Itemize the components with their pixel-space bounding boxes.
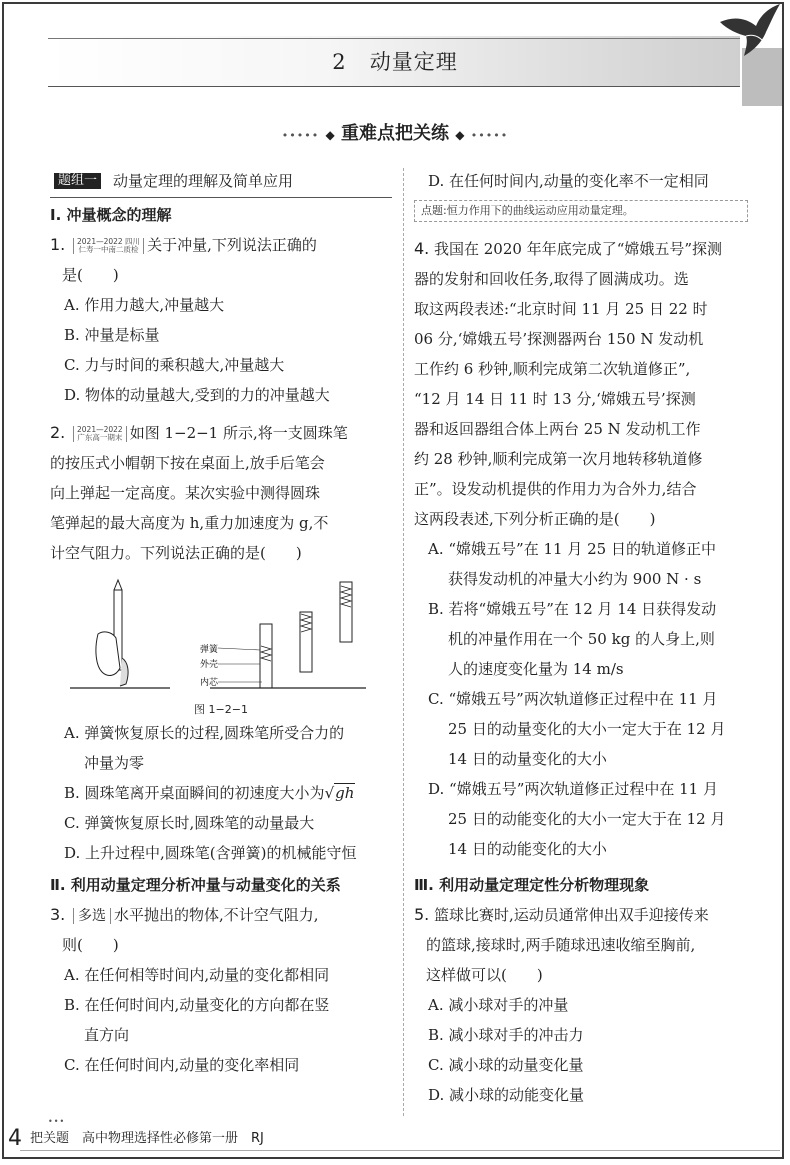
source-tag: 2021—2022 广东高一期末 (73, 426, 127, 442)
option-d: D. 上升过程中,圆珠笔(含弹簧)的机械能守恒 (64, 844, 357, 862)
chapter-title (0, 46, 790, 76)
diamond-icon: ◆ (325, 128, 335, 142)
option-c: C. 减小球的动量变化量 (428, 1056, 584, 1074)
question-3 (50, 900, 392, 1080)
option-b-cont: 机的冲量作用在一个 50 kg 的人身上,则 (448, 630, 715, 648)
subsection-2-title: Ⅱ. 利用动量定理分析冲量与动量变化的关系 (50, 876, 341, 894)
question-stem: 如图 1−2−1 所示,将一支圆珠笔 (129, 424, 348, 442)
question-stem: 这两段表述,下列分析正确的是( ) (414, 510, 656, 528)
question-stem: 06 分,‘嫦娥五号’探测器两台 150 N 发动机 (414, 330, 704, 348)
option-a: A. 减小球对手的冲量 (428, 996, 569, 1014)
label-core: 内芯 (200, 678, 219, 688)
question-stem: 的按压式小帽朝下按在桌面上,放手后笔会 (50, 454, 325, 472)
page-footer (8, 1126, 264, 1151)
column-divider (403, 168, 404, 1116)
question-number: 3. (50, 905, 66, 924)
question-number: 5. (414, 905, 430, 924)
header-top-rule (48, 38, 740, 39)
option-a-cont: 获得发动机的冲量大小约为 900 N · s (448, 570, 702, 588)
question-stem: 约 28 秒钟,顺利完成第一次月地转移轨道修 (414, 450, 703, 468)
pen-figure (50, 572, 392, 702)
group-title: 动量定理的理解及简单应用 (113, 172, 294, 190)
footer-rule (20, 1150, 780, 1151)
option-d: D. 减小球的动能变化量 (428, 1086, 585, 1104)
subsection-3-title: Ⅲ. 利用动量定理定性分析物理现象 (414, 876, 650, 894)
figure-caption: 图 1−2−1 (194, 703, 248, 716)
option-b: B. 减小球对手的冲击力 (428, 1026, 584, 1044)
question-stem: 篮球比赛时,运动员通常伸出双手迎接传来 (434, 906, 709, 924)
option-b-cont: 人的速度变化量为 14 m/s (448, 660, 624, 678)
option-a: A. “嫦娥五号”在 11 月 25 日的轨道修正中 (428, 540, 716, 558)
question-stem: 器的发射和回收任务,取得了圆满成功。选 (414, 270, 689, 288)
multi-select-tag: 多选 (73, 908, 111, 924)
footer-text: 把关题 高中物理选择性必修第一册 RJ (30, 1131, 264, 1146)
section-dots-left: ••••• (281, 129, 320, 142)
option-a: A. 作用力越大,冲量越大 (64, 296, 225, 314)
question-stem: 计空气阻力。下列说法正确的是( ) (50, 544, 302, 562)
question-stem: 的篮球,接球时,两手随球迅速收缩至胸前, (426, 936, 696, 954)
sqrt-gh: gh (335, 784, 355, 802)
option-b-cont: 直方向 (84, 1026, 130, 1044)
hint-note: 点题:恒力作用下的曲线运动应用动量定理。 (414, 200, 748, 222)
option-d: D. 物体的动量越大,受到的力的冲量越大 (64, 386, 330, 404)
question-4 (414, 234, 754, 864)
option-a: A. 弹簧恢复原长的过程,圆珠笔所受合力的 (64, 724, 345, 742)
question-number: 2. (50, 423, 66, 442)
question-1 (50, 230, 392, 410)
question-stem: 向上弹起一定高度。某次实验中测得圆珠 (50, 484, 321, 502)
right-column (414, 166, 754, 1110)
question-stem: 这样做可以( ) (426, 966, 543, 984)
question-stem: 工作约 6 秒钟,顺利完成第二次轨道修正”, (414, 360, 691, 378)
diamond-icon: ◆ (455, 128, 465, 142)
option-c: C. 弹簧恢复原长时,圆珠笔的动量最大 (64, 814, 315, 832)
option-c: C. “嫦娥五号”两次轨道修正过程中在 11 月 (428, 690, 718, 708)
question-number: 1. (50, 235, 66, 254)
option-d-cont: 25 日的动能变化的大小一定大于在 12 月 (448, 810, 726, 828)
group-heading (50, 166, 392, 198)
option-b: B. 冲量是标量 (64, 326, 160, 344)
option-d-cont: 14 日的动能变化的大小 (448, 840, 607, 858)
question-stem: 器和返回器组合体上两台 25 N 发动机工作 (414, 420, 701, 438)
question-stem: 取这两段表述:“北京时间 11 月 25 日 22 时 (414, 300, 708, 318)
question-stem: 关于冲量,下列说法正确的 (147, 236, 317, 254)
option-a-cont: 冲量为零 (84, 754, 145, 772)
label-spring: 弹簧 (200, 645, 219, 655)
page-number: 4 (8, 1126, 22, 1151)
footer-dots: ••• (48, 1117, 66, 1126)
question-stem: 我国在 2020 年年底完成了“嫦娥五号”探测 (434, 240, 723, 258)
question-2 (50, 418, 392, 868)
question-5 (414, 900, 754, 1110)
option-c: C. 力与时间的乘积越大,冲量越大 (64, 356, 285, 374)
option-c-cont: 25 日的动量变化的大小一定大于在 12 月 (448, 720, 726, 738)
question-stem: “12 月 14 日 11 时 13 分,‘嫦娥五号’探测 (414, 390, 696, 408)
chapter-number: 2 (332, 50, 347, 74)
question-stem: 则( ) (62, 936, 119, 954)
group-tag: 题组一 (54, 173, 101, 189)
option-b: B. 在任何时间内,动量变化的方向都在竖 (64, 996, 330, 1014)
subsection-1-title: Ⅰ. 冲量概念的理解 (50, 206, 172, 224)
option-d: D. 在任何时间内,动量的变化率不一定相同 (428, 172, 709, 190)
source-tag: 2021—2022 四川 仁寿一中南二质检 (73, 238, 144, 254)
question-stem: 是( ) (62, 266, 119, 284)
option-b: B. 若将“嫦娥五号”在 12 月 14 日获得发动 (428, 600, 717, 618)
header-bottom-rule (48, 86, 740, 87)
question-number: 4. (414, 239, 430, 258)
section-dots-right: ••••• (470, 129, 509, 142)
option-c-cont: 14 日的动量变化的大小 (448, 750, 607, 768)
left-column (50, 166, 392, 1080)
label-shell: 外壳 (200, 660, 219, 670)
option-d: D. “嫦娥五号”两次轨道修正过程中在 11 月 (428, 780, 718, 798)
question-stem: 水平抛出的物体,不计空气阻力, (114, 906, 319, 924)
question-stem: 正”。设发动机提供的作用力为合外力,结合 (414, 480, 697, 498)
chapter-title-text: 动量定理 (369, 50, 458, 74)
option-c: C. 在任何时间内,动量的变化率相同 (64, 1056, 300, 1074)
pen-diagram (50, 572, 392, 702)
option-b: B. 圆珠笔离开桌面瞬间的初速度大小为√gh (64, 784, 355, 802)
section-heading (0, 119, 790, 145)
option-a: A. 在任何相等时间内,动量的变化都相同 (64, 966, 330, 984)
question-stem: 笔弹起的最大高度为 h,重力加速度为 g,不 (50, 514, 329, 532)
section-label: 重难点把关练 (341, 123, 449, 144)
